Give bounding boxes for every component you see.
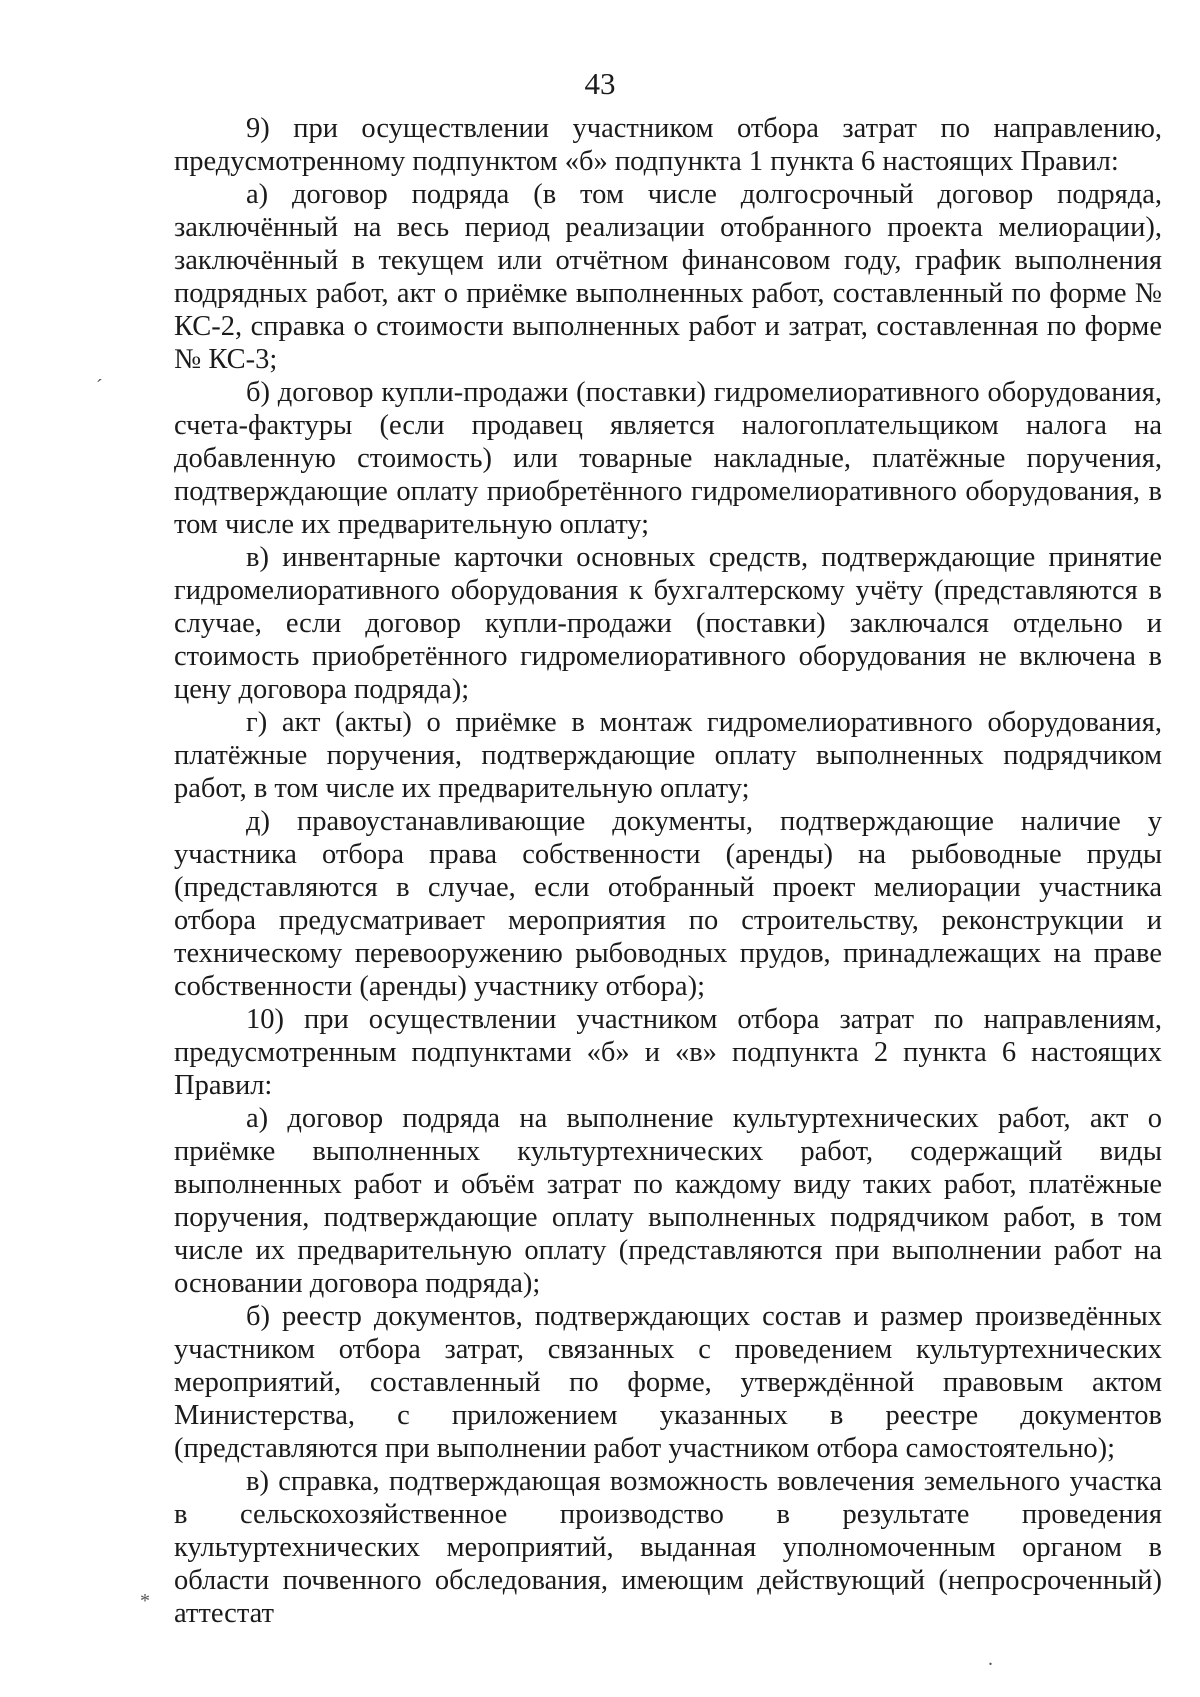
paragraph-9: 9) при осуществлении участником отбора затрат по направлению, предусмотренному подпунктом «б» подпункта 1 пункта 6 настоящих Правил: [174,113,1162,177]
scan-speck: * [140,1590,150,1612]
paragraph-9a: а) договор подряда (в том числе долгосрочный договор подряда, заключённый на весь период реализации отобранного проекта мелиорации), заключённый в текущем или отчётном финансовом году, график выполнения подрядных работ, акт о приёмке выполненных работ, составленный по форме № КС-2, справка о стоимости выполненных работ и затрат, составленная по форме № КС-3; [174,179,1162,375]
paragraph-9b: б) договор купли-продажи (поставки) гидромелиоративного оборудования, счета-фактуры (если продавец является налогоплательщиком налога на добавленную стоимость) или товарные накладные, платёжные поручения, подтверждающие оплату приобретённого гидромелиоративного оборудования, в том числе их предварительную оплату; [174,377,1162,540]
paragraph-10a: а) договор подряда на выполнение культуртехнических работ, акт о приёмке выполненных культуртехнических работ, содержащий виды выполненных работ и объём затрат по каждому виду таких работ, платёжные поручения, подтверждающие оплату выполненных подрядчиком работ, в том числе их предварительную оплату (представляются при выполнении работ на основании договора подряда); [174,1103,1162,1299]
page-body [174,112,1162,1630]
page-number: 43 [584,66,616,101]
paragraph-9g: г) акт (акты) о приёмке в монтаж гидромелиоративного оборудования, платёжные поручения, подтверждающие оплату выполненных подрядчиком работ, в том числе их предварительную оплату; [174,707,1162,804]
paragraph-10b: б) реестр документов, подтверждающих состав и размер произведённых участником отбора затрат, связанных с проведением культуртехнических мероприятий, составленный по форме, утверждённой правовым актом Министерства, с приложением указанных в реестре документов (представляются при выполнении работ участником отбора самостоятельно); [174,1301,1162,1464]
paragraph-10v: в) справка, подтверждающая возможность вовлечения земельного участка в сельскохозяйственное производство в результате проведения культуртехнических мероприятий, выданная уполномоченным органом в области почвенного обследования, имеющим действующий (непросроченный) аттестат [174,1466,1162,1629]
scan-speck: ´ [96,376,103,398]
paragraph-9v: в) инвентарные карточки основных средств, подтверждающие принятие гидромелиоративного оборудования к бухгалтерскому учёту (представляются в случае, если договор купли-продажи (поставки) заключался отдельно и стоимость приобретённого гидромелиоративного оборудования не включена в цену договора подряда); [174,542,1162,705]
paragraph-10: 10) при осуществлении участником отбора затрат по направлениям, предусмотренным подпунктами «б» и «в» подпункта 2 пункта 6 настоящих Правил: [174,1004,1162,1101]
paragraph-9d: д) правоустанавливающие документы, подтверждающие наличие у участника отбора права собственности (аренды) на рыбоводные пруды (представляются в случае, если отобранный проект мелиорации участника отбора предусматривает мероприятия по строительству, реконструкции и техническому перевооружению рыбоводных прудов, принадлежащих на праве собственности (аренды) участнику отбора); [174,806,1162,1002]
scan-speck: . [988,1648,993,1670]
